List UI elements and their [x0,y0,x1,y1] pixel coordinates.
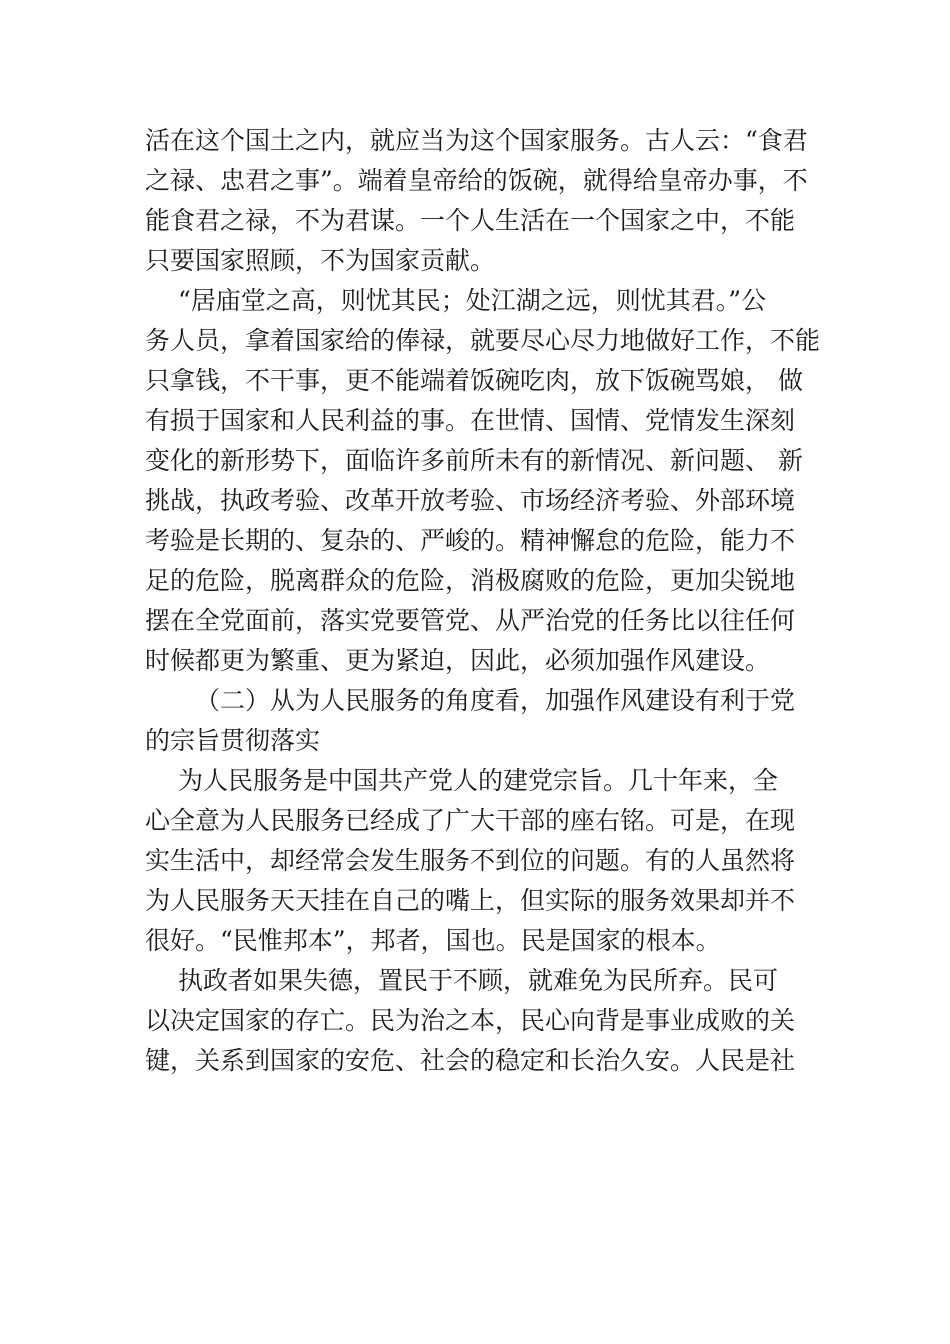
text-line: 考验是长期的、复杂的、严峻的。精神懈怠的危险，能力不 [145,526,796,555]
text-line: 为人民服务是中国共产党人的建党宗旨。几十年来，全 [178,766,779,795]
text-line: 务人员，拿着国家给的俸禄，就要尽心尽力地做好工作，不能 [145,326,821,355]
text-line: 能食君之禄，不为君谋。一个人生活在一个国家之中，不能 [145,206,796,235]
text-line: 时候都更为繁重、更为紧迫，因此，必须加强作风建设。 [145,646,771,675]
text-line: “居庙堂之高，则忧其民；处江湖之远，则忧其君。”公 [178,286,767,315]
text-line: 之禄、忠君之事”。端着皇帝给的饭碗，就得给皇帝办事，不 [145,166,808,195]
text-line: 为人民服务天天挂在自己的嘴上，但实际的服务效果却并不 [145,886,796,915]
text-line: 很好。“民惟邦本”，邦者，国也。民是国家的根本。 [145,926,721,955]
text-line: 变化的新形势下，面临许多前所未有的新情况、新问题、 新 [145,446,803,475]
text-line: 实生活中，却经常会发生服务不到位的问题。有的人虽然将 [145,846,796,875]
text-line: 的宗旨贯彻落实 [145,726,321,755]
text-line: 有损于国家和人民利益的事。在世情、国情、党情发生深刻 [145,406,796,435]
text-line: 挑战，执政考验、改革开放考验、市场经济考验、外部环境 [145,486,796,515]
text-line: 执政者如果失德，置民于不顾，就难免为民所弃。民可 [178,966,779,995]
text-line: 足的危险，脱离群众的危险，消极腐败的危险，更加尖锐地 [145,566,796,595]
text-line: （二）从为人民服务的角度看，加强作风建设有利于党 [195,686,796,715]
text-line: 键，关系到国家的安危、社会的稳定和长治久安。人民是社 [145,1046,796,1075]
text-line: 心全意为人民服务已经成了广大干部的座右铭。可是，在现 [145,806,796,835]
text-line: 只要国家照顾，不为国家贡献。 [145,246,496,275]
text-line: 以决定国家的存亡。民为治之本，民心向背是事业成败的关 [145,1006,796,1035]
document-body [145,121,821,1081]
text-line: 活在这个国土之内，就应当为这个国家服务。古人云：“食君 [145,126,808,155]
text-line: 只拿钱，不干事，更不能端着饭碗吃肉，放下饭碗骂娘， 做 [145,366,803,395]
text-line: 摆在全党面前，落实党要管党、从严治党的任务比以往任何 [145,606,796,635]
